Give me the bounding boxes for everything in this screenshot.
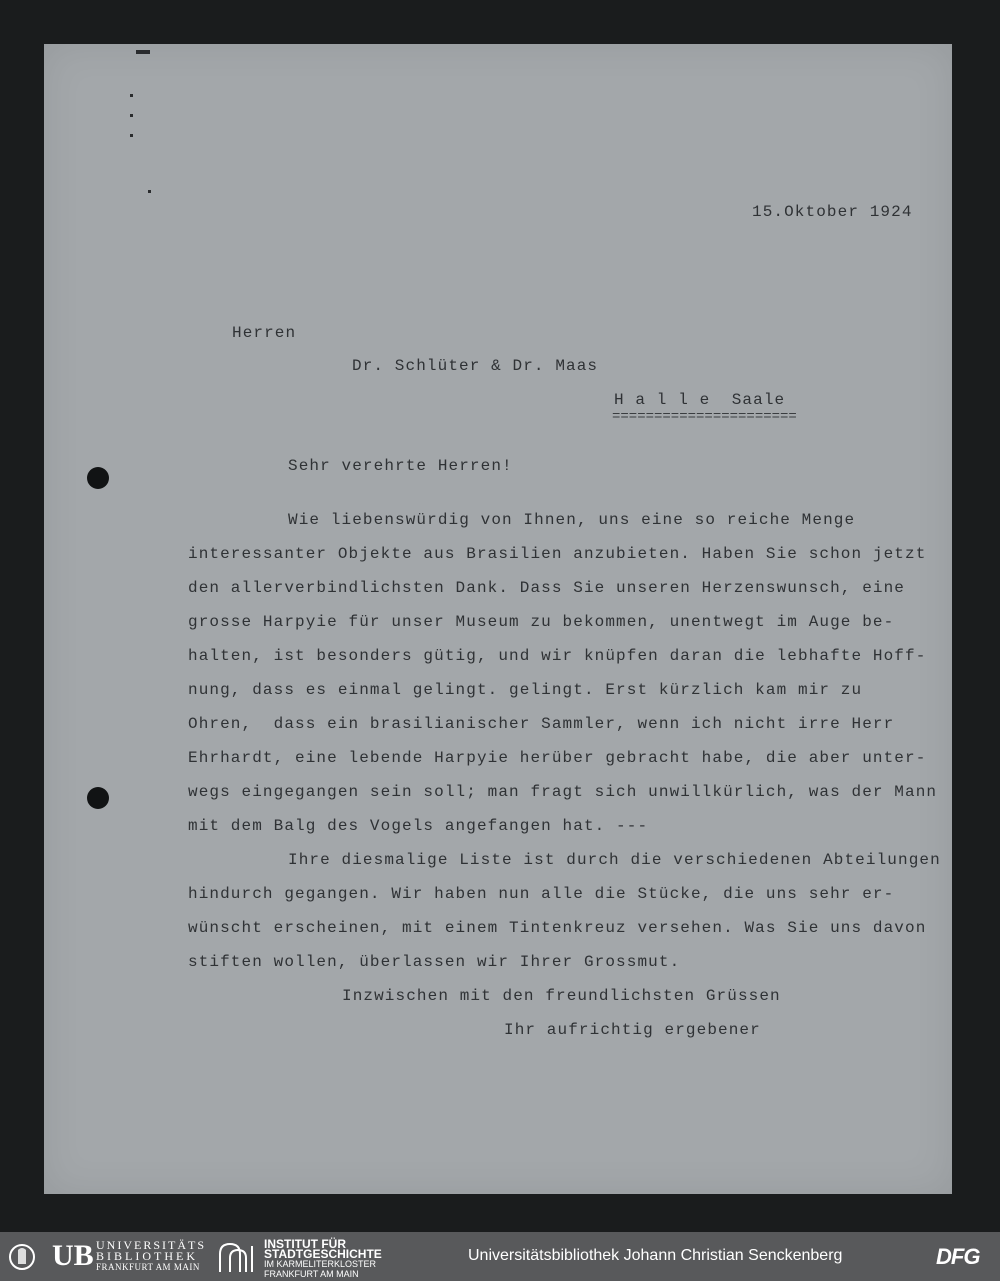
ub-name <box>96 1240 206 1273</box>
body-line: grosse Harpyie für unser Museum zu bekommen, unentwegt im Auge be- <box>188 613 895 631</box>
body-line: wünscht erscheinen, mit einem Tintenkreuz versehen. Was Sie uns davon <box>188 919 927 937</box>
institute-line1: INSTITUT FÜR <box>264 1237 346 1251</box>
letter-page <box>44 44 952 1194</box>
salutation-to: Herren <box>232 324 297 342</box>
body-line: hindurch gegangen. Wir haben nun alle die Stücke, die uns sehr er- <box>188 885 895 903</box>
ub-name-line3: FRANKFURT AM MAIN <box>96 1262 200 1272</box>
recipient-name: Dr. Schlüter & Dr. Maas <box>352 357 599 375</box>
ub-name-line1: UNIVERSITÄTS <box>96 1238 206 1252</box>
institute-line3: IM KARMELITERKLOSTER <box>264 1259 377 1269</box>
punch-hole-bottom <box>87 787 109 809</box>
body-line: mit dem Balg des Vogels angefangen hat. --- <box>188 817 649 835</box>
body-line: wegs eingegangen sein soll; man fragt sich unwillkürlich, was der Mann <box>188 783 938 801</box>
closing: Inzwischen mit den freundlichsten Grüssen <box>342 987 781 1005</box>
body-line: Wie liebenswürdig von Ihnen, uns eine so reiche Menge <box>288 511 856 529</box>
ub-logo-icon <box>8 1240 52 1274</box>
ub-name-line2: BIBLIOTHEK <box>96 1249 198 1263</box>
body-line: interessanter Objekte aus Brasilien anzubieten. Haben Sie schon jetzt <box>188 545 927 563</box>
institute-line4: FRANKFURT AM MAIN <box>264 1269 359 1279</box>
body-line: Ohren, dass ein brasilianischer Sammler, wenn ich nicht irre Herr <box>188 715 895 733</box>
signoff: Ihr aufrichtig ergebener <box>504 1021 761 1039</box>
body-line: halten, ist besonders gütig, und wir knüpfen daran die lebhafte Hoff- <box>188 647 927 665</box>
ub-logo-letters: UB <box>52 1239 94 1272</box>
dfg-logo: DFG <box>936 1244 980 1269</box>
body-line: stiften wollen, überlassen wir Ihrer Grossmut. <box>188 953 681 971</box>
institute-line2: STADTGESCHICHTE <box>264 1247 382 1261</box>
punch-hole-top <box>87 467 109 489</box>
body-line: Ehrhardt, eine lebende Harpyie herüber gebracht habe, die aber unter- <box>188 749 927 767</box>
staple-mark <box>136 50 150 54</box>
city-underline: ====================== <box>612 409 797 425</box>
footer-bar <box>0 1232 1000 1281</box>
body-line: Ihre diesmalige Liste ist durch die verschiedenen Abteilungen <box>288 851 941 869</box>
institute-name <box>264 1239 382 1279</box>
body-line: den allerverbindlichsten Dank. Dass Sie unseren Herzenswunsch, eine <box>188 579 906 597</box>
library-name: Universitätsbibliothek Johann Christian Senckenberg <box>468 1247 843 1264</box>
letter-date: 15.Oktober 1924 <box>752 203 913 221</box>
body-line: nung, dass es einmal gelingt. gelingt. Erst kürzlich kam mir zu <box>188 681 863 699</box>
staple-mark <box>130 114 133 117</box>
staple-mark <box>130 94 133 97</box>
greeting: Sehr verehrte Herren! <box>288 457 513 475</box>
institute-logo-icon <box>216 1240 256 1274</box>
staple-mark <box>130 134 133 137</box>
recipient-city: H a l l e Saale <box>614 391 786 409</box>
staple-mark <box>148 190 151 193</box>
